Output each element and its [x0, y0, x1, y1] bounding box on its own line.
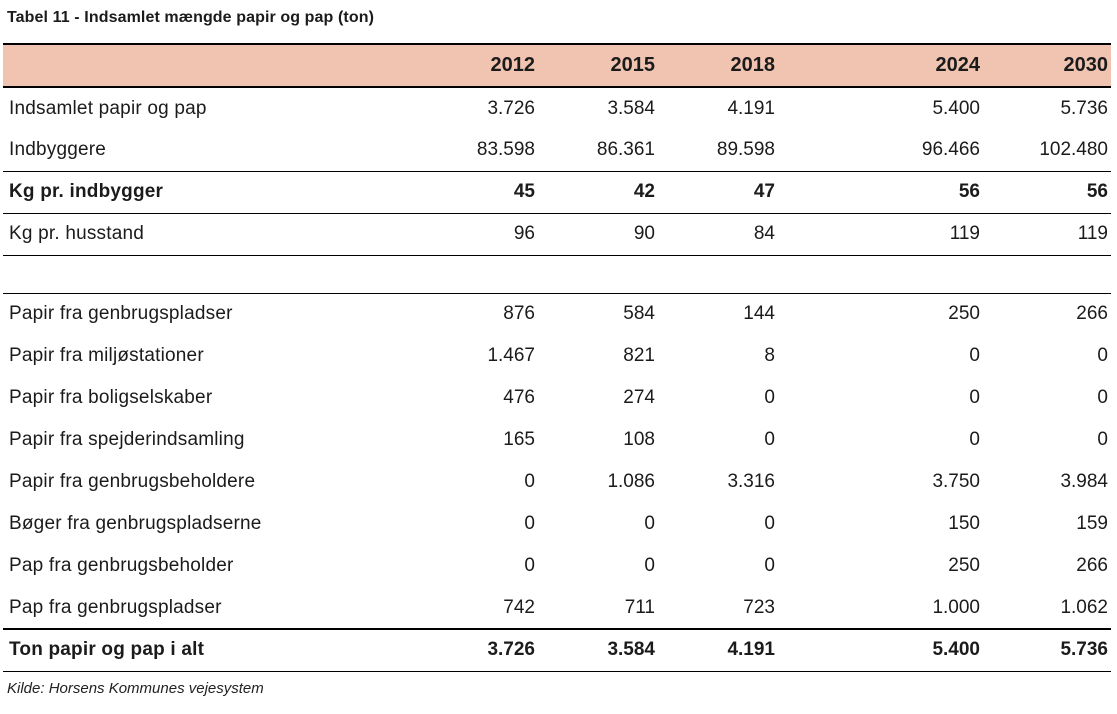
row-label: Kg pr. indbygger: [3, 171, 431, 213]
value-cell: 8: [764, 345, 775, 366]
value-cell: 56: [778, 171, 983, 213]
value-cell: 266: [1076, 303, 1108, 325]
row-label: Papir fra genbrugsbeholdere: [9, 471, 256, 492]
value-cell: 1.000: [778, 587, 983, 629]
table-row: [3, 129, 1111, 171]
value-cell: 102.480: [983, 129, 1111, 171]
spacer-row: [3, 255, 1111, 293]
value-cell: 0: [644, 513, 655, 534]
value-cell: 119: [778, 213, 983, 255]
year-column-header-2024: 2024: [778, 44, 983, 87]
value-cell: 3.984: [1060, 471, 1108, 492]
value-cell: 250: [948, 303, 980, 325]
row-label: Indsamlet papir og pap: [9, 97, 207, 119]
table-title: Tabel 11 - Indsamlet mængde papir og pap (ton): [7, 9, 375, 26]
value-cell: 86.361: [538, 129, 658, 171]
value-cell: 5.736: [1060, 97, 1108, 119]
row-label: Papir fra genbrugspladser: [9, 303, 233, 325]
table-row: [3, 461, 1111, 503]
value-cell: 0: [1097, 429, 1108, 450]
value-cell: 96.466: [778, 129, 983, 171]
value-cell: 3.584: [607, 97, 655, 119]
value-cell: 83.598: [431, 129, 538, 171]
table-row: [3, 545, 1111, 587]
table-header: [3, 44, 1111, 87]
value-cell: 4.191: [727, 97, 775, 119]
value-cell: 89.598: [658, 129, 778, 171]
value-cell: 1.062: [983, 587, 1111, 629]
value-cell: 821: [623, 345, 655, 366]
year-column-header-2015: 2015: [538, 44, 658, 87]
value-cell: 90: [538, 213, 658, 255]
year-column-header-2030: 2030: [983, 44, 1111, 87]
row-label: Ton papir og pap i alt: [3, 629, 431, 671]
value-cell: 3.584: [538, 629, 658, 671]
value-cell: 96: [431, 213, 538, 255]
row-label: Pap fra genbrugspladser: [3, 587, 431, 629]
table-row: [3, 171, 1111, 213]
value-cell: 45: [431, 171, 538, 213]
header-row: [3, 44, 1111, 87]
row-label: Bøger fra genbrugspladserne: [9, 513, 262, 534]
table-row: [3, 377, 1111, 419]
row-label: Pap fra genbrugsbeholder: [9, 555, 234, 576]
value-cell: 0: [764, 429, 775, 450]
value-cell: 3.316: [727, 471, 775, 492]
value-cell: 42: [538, 171, 658, 213]
value-cell: 0: [524, 555, 535, 576]
year-column-header-2012: 2012: [431, 44, 538, 87]
value-cell: 56: [983, 171, 1111, 213]
row-label: Papir fra spejderindsamling: [9, 429, 245, 450]
value-cell: 150: [948, 513, 980, 534]
value-cell: 5.736: [983, 629, 1111, 671]
spacer-cell: [3, 255, 1111, 293]
value-cell: 159: [1076, 513, 1108, 534]
value-cell: 4.191: [658, 629, 778, 671]
table-row: [3, 629, 1111, 671]
value-cell: 1.467: [487, 345, 535, 366]
value-cell: 3.726: [431, 629, 538, 671]
table-row: [3, 213, 1111, 255]
table-row: [3, 587, 1111, 629]
value-cell: 584: [623, 303, 655, 325]
table-row: [3, 419, 1111, 461]
value-cell: 250: [948, 555, 980, 576]
table-body: [3, 87, 1111, 671]
value-cell: 0: [644, 555, 655, 576]
value-cell: 84: [658, 213, 778, 255]
value-cell: 0: [969, 387, 980, 408]
value-cell: 742: [431, 587, 538, 629]
value-cell: 3.726: [487, 97, 535, 119]
value-cell: 711: [538, 587, 658, 629]
value-cell: 266: [1076, 555, 1108, 576]
table-row: [3, 87, 1111, 129]
table-row: [3, 503, 1111, 545]
value-cell: 0: [524, 471, 535, 492]
value-cell: 0: [764, 387, 775, 408]
value-cell: 165: [503, 429, 535, 450]
row-label: Indbyggere: [3, 129, 431, 171]
row-label: Papir fra boligselskaber: [9, 387, 213, 408]
header-label-cell: [3, 44, 431, 87]
value-cell: 5.400: [932, 97, 980, 119]
year-column-header-2018: 2018: [658, 44, 778, 87]
value-cell: 0: [1097, 345, 1108, 366]
value-cell: 47: [658, 171, 778, 213]
row-label: Kg pr. husstand: [3, 213, 431, 255]
value-cell: 723: [658, 587, 778, 629]
value-cell: 3.750: [932, 471, 980, 492]
value-cell: 274: [623, 387, 655, 408]
value-cell: 0: [969, 429, 980, 450]
value-cell: 476: [503, 387, 535, 408]
value-cell: 5.400: [778, 629, 983, 671]
value-cell: 0: [764, 555, 775, 576]
data-table: [3, 43, 1111, 672]
value-cell: 119: [983, 213, 1111, 255]
table-row: [3, 335, 1111, 377]
source-note: Kilde: Horsens Kommunes vejesystem: [7, 679, 264, 697]
value-cell: 876: [503, 303, 535, 325]
value-cell: 1.086: [607, 471, 655, 492]
value-cell: 108: [623, 429, 655, 450]
value-cell: 0: [764, 513, 775, 534]
value-cell: 0: [969, 345, 980, 366]
value-cell: 0: [524, 513, 535, 534]
row-label: Papir fra miljøstationer: [9, 345, 204, 366]
value-cell: 144: [743, 303, 775, 325]
value-cell: 0: [1097, 387, 1108, 408]
table-row: [3, 293, 1111, 335]
